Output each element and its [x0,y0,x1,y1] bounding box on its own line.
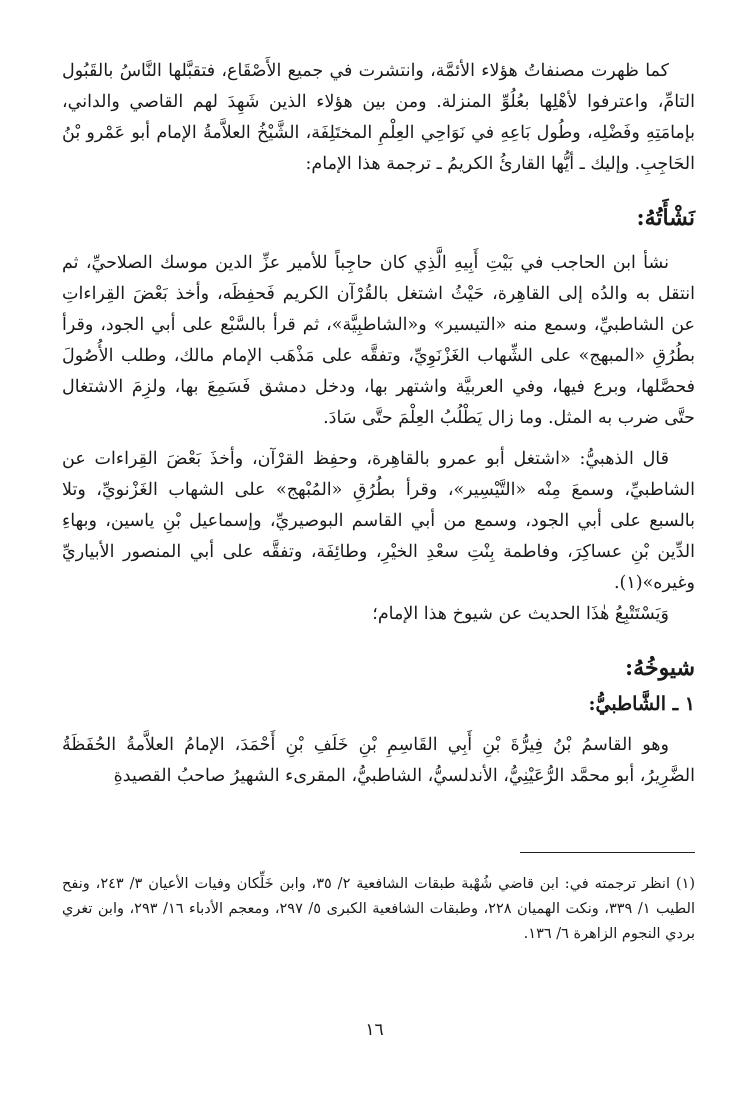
intro-paragraph: كما ظهرت مصنفاتُ هؤلاء الأئمَّة، وانتشرت في جميع الأَصْقَاع، فتقبَّلها النَّاسُ بالقَبُول التامِّ، واعترفوا لأهْلِها بعُلُوِّ المنزلة. ومن بين هؤلاء الذين شَهِدَ لهم القاصي والداني، بإمامَتِهِ وفَضْلِه، وطُول بَاعِهِ في نَوَاحِي العِلْمِ المختَلِفَة، الشَّيْخُ العلاَّمةُ الإمام أبو عَمْرو بْنُ الحَاجِبِ. وإليك ـ أيُّها القارئُ الكريمُ ـ ترجمة هذا الإمام: [62,61,695,174]
shatibi-paragraph: وهو القاسمُ بْنُ فِيرُّةَ بْنِ أَبِي القَاسِمِ بْنِ خَلَفِ بْنِ أَحْمَدَ، الإمامُ العلاَّمةُ الحُفَظَةُ الضَّرِيرُ، أبو محمَّد الرُّعَيْنِيُّ، الأندلسيُّ، الشاطبيُّ، المقرىء الشهيرُ صاحبُ القصيدةِ [62,735,695,786]
section-heading-teachers: شيوخُهُ: [625,655,695,681]
footnote-divider [520,852,695,853]
transition-paragraph: وَيَسْتَتْبِعُ هٰذَا الحديث عن شيوخ هذا الإمام؛ [372,604,669,624]
dhahabi-quote-paragraph: قال الذهبيُّ: «اشتغل أبو عمرو بالقاهِرة، وحفِظ القرْآن، وأخذَ بَعْضَ القِراءات عن الشاطبيِّ، وسمعَ مِنْه «التَّيْسِير»، وقرأ بطُرُقِ «المُبْهج» على الشهاب الغَزْنويِّ، وتلا بالسبع على أبي الجود، وسمع من أبي القاسم البوصيريِّ، وإسماعيل بْنِ ياسين، وبهاءِ الدِّين بْنِ عساكِرَ، وفاطمة بِنْتِ سعْدِ الخيْرِ، وطائِفَة، وتفقَّه على أبي المنصور الأبياريِّ وغيره»(١). [62,449,695,593]
section-heading-upbringing: نَشْأَتُهُ: [636,205,695,231]
page-body [62,56,695,792]
page-number: ١٦ [365,1020,384,1040]
footnote: (١) انظر ترجمته في: ابن قاضي شُهْبة طبقات الشافعية ٢/ ٣٥، وابن خَلِّكان وفيات الأعيان ٣/ ٢٤٣، ونفح الطيب ١/ ٣٣٩، ونكت الهميان ٢٢٨، وطبقات الشافعية الكبرى ٥/ ٢٩٧، ومعجم الأدباء ١٦/ ٢٩٣، وابن تغري بردي النجوم الزاهرة ٦/ ١٣٦. [62,876,696,942]
upbringing-paragraph: نشأ ابن الحاجب في بَيْتِ أَبِيهِ الَّذِي كان حاجِباً للأمير عزِّ الدين موسك الصلاحيِّ، ثم انتقل به والدُه إلى القاهِرة، حَيْثُ اشتغل بالقُرْآن الكريم فَحفِظَه، وأخذ بَعْضَ القِراءاتِ عن الشاطبيِّ، وسمع منه «التيسير» و«الشاطبِيَّة»، ثم قرأ بالسَّبْع على أبي الجود، وقرأ بطُرُقِ «المبهج» على الشِّهاب الغَزْنَوِيِّ، وتفقَّه على مَذْهَب الإمام مالك، وطلب الأُصُولَ فحصَّلها، وبرع فيها، وفي العربيَّة واشتهر بها، ودخل دمشق فَسَمِعَ بها، ولزِمَ الاشتغال حتَّى ضرب به المثل. وما زال يَطْلُبُ العِلْمَ حتَّى سَادَ. [62,253,695,428]
subsection-heading-shatibi: ١ ـ الشَّاطبيُّ: [588,693,695,715]
